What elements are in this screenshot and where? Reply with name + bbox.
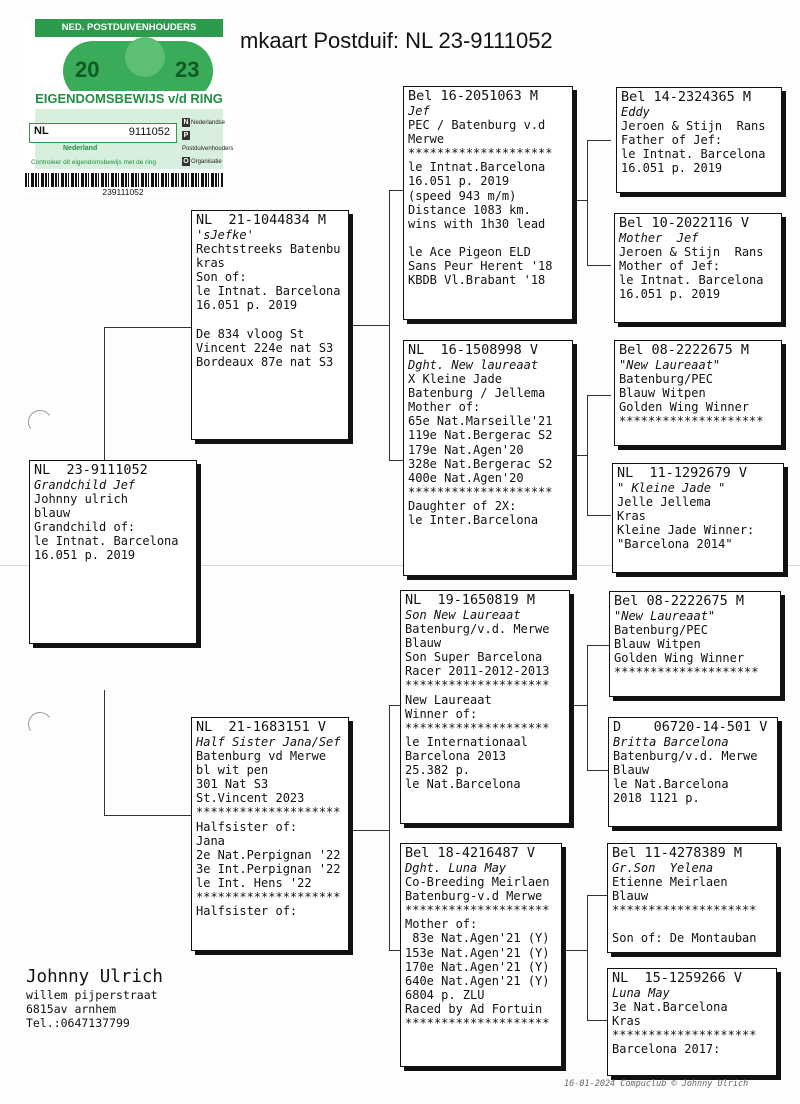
npo-line-1: Nederlandse	[191, 120, 226, 126]
pigeon-info-line: le Nat.Barcelona	[613, 777, 729, 792]
pigeon-ring-id: NL 11-1292679 V	[617, 465, 748, 481]
lion-emblem-icon	[125, 37, 165, 77]
pigeon-card-dam-dam	[400, 843, 562, 1067]
connector	[104, 815, 194, 816]
pigeon-info-line: Barcelona 2013	[405, 748, 507, 763]
pigeon-info-line: ********************	[619, 414, 764, 429]
pigeon-ring-id: Bel 16-2051063 M	[408, 88, 539, 104]
pigeon-ring-id: NL 21-1044834 M	[196, 212, 327, 228]
pigeon-info-line: ********************	[408, 484, 553, 499]
punch-hole	[26, 408, 54, 436]
pigeon-info-line: (speed 943 m/m)	[408, 188, 517, 203]
ring-number: 9111052	[128, 126, 170, 138]
pigeon-info-line: ********************	[612, 1028, 757, 1043]
connector	[389, 460, 403, 461]
pigeon-info-line: 25.382 p.	[405, 763, 471, 778]
connector	[389, 190, 403, 191]
pigeon-info-line: le Intnat. Barcelona	[34, 534, 179, 549]
pigeon-info-line: Winner of:	[405, 706, 478, 721]
pigeon-name: Dght. Luna May	[405, 861, 507, 875]
pigeon-info-line: Batenburg/v.d. Merwe	[405, 622, 550, 637]
pigeon-info-line: 179e Nat.Agen'20	[408, 442, 524, 457]
ring-year-right: 23	[175, 57, 200, 82]
pigeon-info-line: le Inter.Barcelona	[408, 513, 539, 528]
pigeon-info-line: ********************	[614, 665, 759, 680]
pigeon-name: Britta Barcelona	[613, 735, 729, 749]
pigeon-info-line: Son Super Barcelona	[405, 650, 543, 665]
pigeon-ring-id: NL 19-1650819 M	[405, 592, 536, 608]
pigeon-info-line: 3e Nat.Barcelona	[612, 1000, 728, 1015]
pigeon-name: Son New Laureaat	[405, 608, 521, 622]
pigeon-info-line: Jana	[196, 833, 225, 848]
pigeon-info-line: le Ace Pigeon ELD	[408, 244, 531, 259]
connector	[587, 645, 588, 770]
connector	[104, 690, 105, 815]
connector	[587, 515, 611, 516]
owner-phone: Tel.:0647137799	[26, 1016, 130, 1030]
pigeon-ring-id: Bel 08-2222675 M	[619, 342, 750, 358]
pigeon-info-line: Grandchild of:	[34, 520, 136, 535]
pigeon-card-sire-dam-dam	[612, 463, 784, 573]
connector	[587, 140, 611, 141]
pigeon-name: "New Laureaat"	[619, 358, 721, 372]
pigeon-name: " Kleine Jade "	[617, 481, 726, 495]
barcode	[25, 173, 223, 187]
pigeon-info-line: 6804 p. ZLU	[405, 987, 485, 1002]
pigeon-name: Gr.Son Yelena	[612, 861, 714, 875]
pigeon-ring-id: NL 16-1508998 V	[408, 342, 539, 358]
pigeon-ring-id: Bel 08-2222675 M	[614, 593, 745, 609]
connector	[587, 395, 588, 515]
pigeon-ring-id: Bel 14-2324365 M	[621, 89, 752, 105]
pigeon-info-line: 328e Nat.Bergerac S2	[408, 456, 553, 471]
ring-country-code: NL	[34, 125, 49, 137]
ring-card-ring-text: EIGENDOMSBEWIJS v/d RING	[35, 91, 223, 106]
pigeon-info-line: Mother of:	[408, 400, 481, 415]
spacer	[196, 313, 344, 327]
pigeon-info-line: 119e Nat.Bergerac S2	[408, 428, 553, 443]
footer-credit: 16-01-2024 Compuclub © Johnny Ulrich	[564, 1079, 749, 1089]
pigeon-info-line: Halfsister of:	[196, 904, 298, 919]
pigeon-info-line: Blauw	[612, 889, 649, 904]
ring-card-header: NED. POSTDUIVENHOUDERS	[35, 19, 223, 37]
owner-address	[26, 966, 163, 1030]
pigeon-info-line: New Laureaat	[405, 692, 492, 707]
pigeon-info-line: le Intnat.Barcelona	[408, 160, 546, 175]
pigeon-info-line: 640e Nat.Agen'21 (Y)	[405, 973, 550, 988]
pigeon-info-line: Bordeaux 87e nat S3	[196, 354, 334, 369]
pigeon-info-line: Blauw	[613, 763, 650, 778]
pigeon-info-line: Vincent 224e nat S3	[196, 340, 334, 355]
pigeon-info-line: Blauw Witpen	[619, 386, 706, 401]
pigeon-info-line: 16.051 p. 2019	[619, 287, 721, 302]
pigeon-info-line: wins with 1h30 lead	[408, 216, 546, 231]
pigeon-info-line: Jeroen & Stijn Rans	[621, 119, 766, 134]
pigeon-info-line: Daughter of 2X:	[408, 498, 517, 513]
pigeon-card-subject	[29, 460, 197, 644]
pigeon-info-line: Golden Wing Winner	[614, 651, 745, 666]
pigeon-card-sire-sire-sire	[616, 87, 782, 193]
pigeon-info-line: Blauw	[405, 636, 442, 651]
pigeon-info-line: kras	[196, 256, 225, 271]
pigeon-info-line: Barcelona 2017:	[612, 1042, 721, 1057]
pigeon-info-line: Raced by Ad Fortuin	[405, 1001, 543, 1016]
pigeon-info-line: Johnny ulrich	[34, 492, 128, 507]
pigeon-info-line: "Barcelona 2014"	[617, 537, 733, 552]
pigeon-info-line: 153e Nat.Agen'21 (Y)	[405, 945, 550, 960]
pigeon-info-line: Halfsister of:	[196, 819, 298, 834]
pigeon-info-line: Son of:	[196, 270, 247, 285]
pigeon-info-line: 301 Nat S3	[196, 777, 269, 792]
pigeon-info-line: Father of Jef:	[621, 133, 723, 148]
pigeon-info-line: 2e Nat.Perpignan '22	[196, 847, 341, 862]
pigeon-info-line: Jelle Jellema	[617, 495, 711, 510]
pigeon-info-line: 170e Nat.Agen'21 (Y)	[405, 959, 550, 974]
pigeon-info-line: bl wit pen	[196, 763, 269, 778]
npo-line-2: Postduivenhouders	[182, 146, 234, 152]
pigeon-info-line: 2018 1121 p.	[613, 791, 700, 806]
pigeon-name: "New Laureaat"	[614, 609, 716, 623]
pigeon-info-line: le Intnat. Barcelona	[619, 273, 764, 288]
pigeon-card-dam-sire-sire	[609, 591, 781, 697]
pigeon-info-line: Kras	[617, 509, 646, 524]
pigeon-info-line: Jeroen & Stijn Rans	[619, 245, 764, 260]
pigeon-ring-id: NL 15-1259266 V	[612, 970, 743, 986]
pigeon-info-line: 16.051 p. 2019	[34, 548, 136, 563]
pigeon-info-line: Racer 2011-2012-2013	[405, 664, 550, 679]
ring-year-left: 20	[75, 57, 100, 82]
ring-country-label: Nederland	[63, 145, 98, 152]
connector	[587, 265, 611, 266]
connector	[568, 705, 588, 706]
connector	[104, 327, 194, 328]
connector	[587, 140, 588, 265]
pigeon-info-line: le Int. Hens '22	[196, 875, 312, 890]
pigeon-card-sire-dam-sire	[614, 340, 782, 446]
pigeon-info-line: le Intnat. Barcelona	[621, 147, 766, 162]
pigeon-info-line: Kleine Jade Winner:	[617, 523, 755, 538]
pigeon-card-dam-sire-dam	[608, 717, 778, 827]
pigeon-name: 'sJefke'	[196, 228, 254, 242]
connector	[587, 395, 611, 396]
pigeon-info-line: ********************	[405, 720, 550, 735]
connector	[344, 325, 390, 326]
pigeon-name: Half Sister Jana/Sef	[196, 735, 341, 749]
owner-name: Johnny Ulrich	[26, 967, 163, 987]
pigeon-info-line: PEC / Batenburg v.d	[408, 118, 546, 133]
pigeon-name: Eddy	[621, 105, 650, 119]
connector	[389, 705, 390, 950]
pigeon-card-sire-sire	[403, 86, 573, 320]
pigeon-info-line: ********************	[612, 903, 757, 918]
pigeon-name: Grandchild Jef	[34, 478, 136, 492]
pigeon-card-sire	[191, 210, 349, 440]
pigeon-info-line: 65e Nat.Marseille'21	[408, 414, 553, 429]
pigeon-info-line: X Kleine Jade	[408, 372, 502, 387]
pigeon-card-dam-dam-sire	[607, 843, 777, 953]
connector	[389, 190, 390, 460]
pigeon-info-line: Batenburg-v.d Merwe	[405, 889, 543, 904]
pigeon-info-line: St.Vincent 2023	[196, 791, 305, 806]
pigeon-info-line: Batenburg/PEC	[614, 623, 708, 638]
pigeon-ring-id: D 06720-14-501 V	[613, 719, 768, 735]
ring-card-note: Controleer dit eigendomsbewijs met de ring	[31, 159, 157, 166]
pigeon-info-line: 16.051 p. 2019	[621, 161, 723, 176]
pigeon-info-line: ********************	[196, 805, 341, 820]
pigeon-info-line: Distance 1083 km.	[408, 202, 531, 217]
pigeon-info-line: Blauw Witpen	[614, 637, 701, 652]
pigeon-info-line: ********************	[408, 146, 553, 161]
pigeon-info-line: Co-Breeding Meirlaen	[405, 875, 550, 890]
spacer	[612, 917, 772, 931]
pigeon-card-sire-dam	[403, 340, 573, 576]
pigeon-info-line: Merwe	[408, 132, 445, 147]
pigeon-info-line: ********************	[405, 903, 550, 918]
pigeon-ring-id: Bel 11-4278389 M	[612, 845, 743, 861]
pigeon-info-line: Rechtstreeks Batenbu	[196, 242, 341, 257]
pigeon-info-line: Golden Wing Winner	[619, 400, 750, 415]
pigeon-name: Mother Jef	[619, 231, 699, 245]
pigeon-card-dam-dam-dam	[607, 968, 777, 1076]
pigeon-info-line: Etienne Meirlaen	[612, 875, 728, 890]
pigeon-info-line: ********************	[405, 1016, 550, 1031]
owner-city: 6815av arnhem	[26, 1002, 117, 1016]
connector	[344, 830, 390, 831]
npo-legend: N Nederlandse PPostduivenhouders O Organisatie	[182, 119, 234, 165]
pigeon-info-line: 3e Int.Perpignan '22	[196, 861, 341, 876]
pigeon-ring-id: NL 23-9111052	[34, 462, 148, 478]
pigeon-info-line: ********************	[405, 678, 550, 693]
connector	[104, 327, 105, 462]
pigeon-info-line: Batenburg/PEC	[619, 372, 713, 387]
pigeon-info-line: Batenburg/v.d. Merwe	[613, 749, 758, 764]
pigeon-info-line: Sans Peur Herent '18	[408, 258, 553, 273]
pigeon-card-dam	[191, 717, 349, 951]
barcode-number: 239111052	[102, 187, 144, 197]
pigeon-card-sire-sire-dam	[614, 213, 782, 323]
connector	[587, 895, 588, 1020]
owner-street: willem pijperstraat	[26, 988, 158, 1002]
pigeon-info-line: blauw	[34, 506, 71, 521]
pigeon-info-line: ********************	[196, 890, 341, 905]
pigeon-info-line: Batenburg / Jellema	[408, 386, 546, 401]
pigeon-info-line: le Nat.Barcelona	[405, 777, 521, 792]
pigeon-card-dam-sire	[400, 590, 570, 824]
pigeon-info-line: KBDB Vl.Brabant '18	[408, 273, 546, 288]
pigeon-ring-id: Bel 10-2022116 V	[619, 215, 750, 231]
pigeon-info-line: le Intnat. Barcelona	[196, 284, 341, 299]
pigeon-info-line: Son of: De Montauban	[612, 931, 757, 946]
pigeon-info-line: Kras	[612, 1014, 641, 1029]
pigeon-name: Jef	[408, 104, 430, 118]
spacer	[408, 231, 568, 245]
pigeon-info-line: Mother of:	[405, 917, 478, 932]
pigeon-info-line: 16.051 p. 2019	[408, 174, 510, 189]
pigeon-name: Luna May	[612, 986, 670, 1000]
pigeon-info-line: 83e Nat.Agen'21 (Y)	[405, 931, 550, 946]
pigeon-info-line: 16.051 p. 2019	[196, 298, 298, 313]
page-title: mkaart Postduif: NL 23-9111052	[240, 28, 553, 53]
pigeon-ring-id: NL 21-1683151 V	[196, 719, 327, 735]
pigeon-info-line: Mother of Jef:	[619, 259, 721, 274]
ring-ownership-card	[23, 19, 234, 197]
npo-line-3: Organisatie	[191, 159, 222, 165]
pigeon-info-line: Batenburg vd Merwe	[196, 749, 327, 764]
pigeon-ring-id: Bel 18-4216487 V	[405, 845, 536, 861]
pigeon-name: Dght. New laureaat	[408, 358, 539, 372]
connector	[587, 645, 611, 646]
pigeon-info-line: le Internationaal	[405, 734, 528, 749]
ring-number-box	[29, 123, 177, 143]
pigeon-info-line: De 834 vloog St	[196, 326, 305, 341]
punch-hole	[26, 710, 54, 738]
pigeon-info-line: 400e Nat.Agen'20	[408, 470, 524, 485]
